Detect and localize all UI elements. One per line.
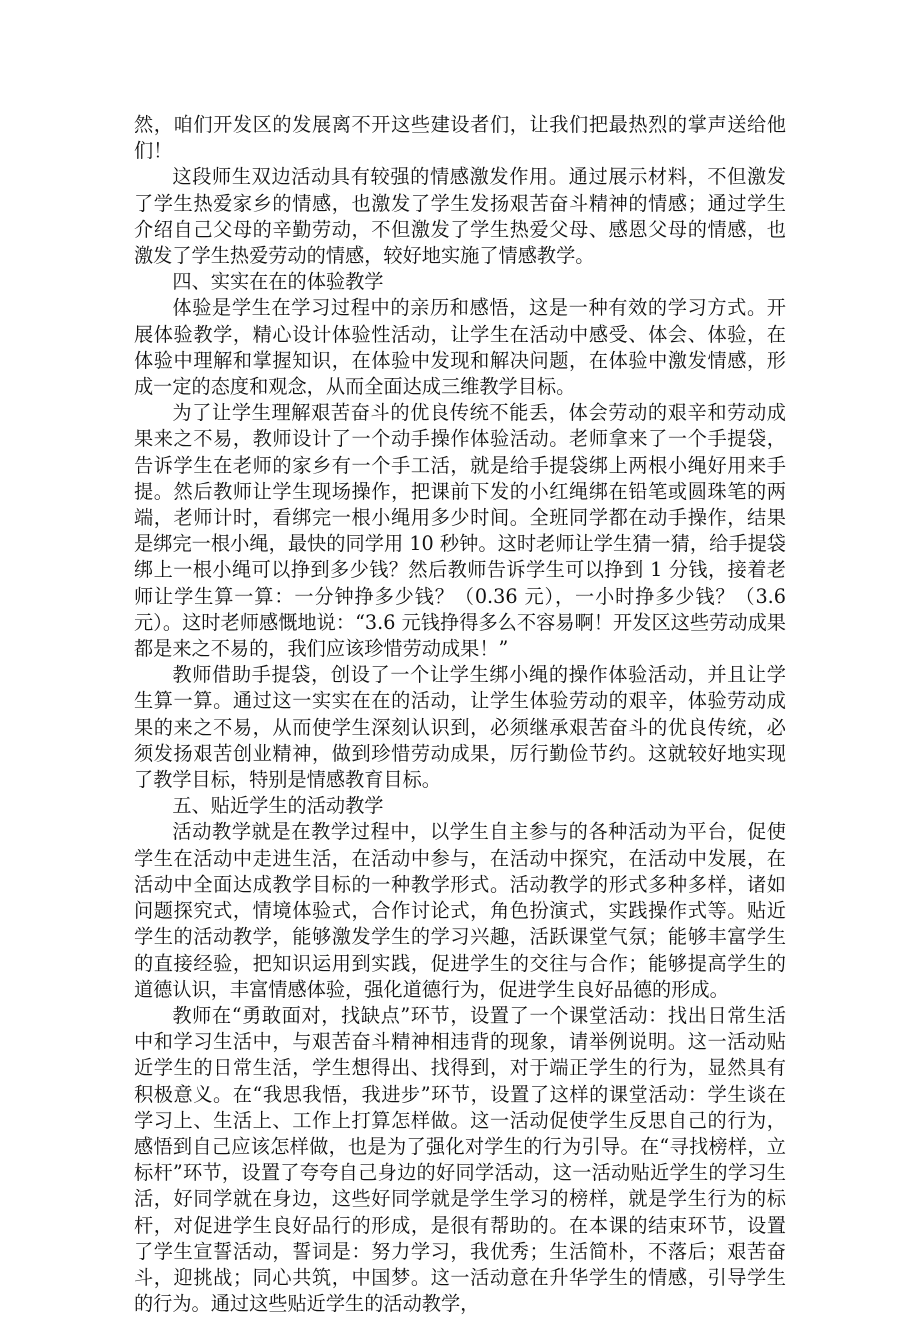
paragraph-continuation: 然，咱们开发区的发展离不开这些建设者们，让我们把最热烈的掌声送给他们！ bbox=[134, 113, 786, 163]
paragraph-emotion-analysis: 这段师生双边活动具有较强的情感激发作用。通过展示材料，不但激发了学生热爱家乡的情感，也激发了学生发扬艰苦奋斗精神的情感；通过学生介绍自己父母的辛勤劳动，不但激发了学生热爱父母、感恩父母的情感，也激发了学生热爱劳动的情感，较好地实施了情感教学。 bbox=[134, 165, 786, 268]
section-heading-experience-teaching: 四、实实在在的体验教学 bbox=[172, 270, 384, 294]
document-page bbox=[134, 112, 786, 1317]
paragraph-activity-definition: 活动教学就是在教学过程中，以学生自主参与的各种活动为平台，促使学生在活动中走进生活，在活动中参与，在活动中探究，在活动中发展，在活动中全面达成教学目标的一种教学形式。活动教学的形式多种多样，诸如问题探究式，情境体验式，合作讨论式，角色扮演式，实践操作式等。贴近学生的活动教学，能够激发学生的学习兴趣，活跃课堂气氛；能够丰富学生的直接经验，把知识运用到实践，促进学生的交往与合作；能够提高学生的道德认识，丰富情感体验，强化道德行为，促进学生良好品德的形成。 bbox=[134, 820, 786, 1001]
paragraph-handbag-analysis: 教师借助手提袋，创设了一个让学生绑小绳的操作体验活动，并且让学生算一算。通过这一实实在在的活动，让学生体验劳动的艰辛，体验劳动成果的来之不易，从而使学生深刻认识到，必须继承艰苦奋斗的优良传统，必须发扬艰苦创业精神，做到珍惜劳动成果，厉行勤俭节约。这就较好地实现了教学目标，特别是情感教育目标。 bbox=[134, 663, 786, 792]
paragraph-experience-definition: 体验是学生在学习过程中的亲历和感悟，这是一种有效的学习方式。开展体验教学，精心设计体验性活动，让学生在活动中感受、体会、体验，在体验中理解和掌握知识，在体验中发现和解决问题，在体验中激发情感，形成一定的态度和观念，从而全面达成三维教学目标。 bbox=[134, 296, 786, 399]
paragraph-handbag-activity: 为了让学生理解艰苦奋斗的优良传统不能丢，体会劳动的艰辛和劳动成果来之不易，教师设计了一个动手操作体验活动。老师拿来了一个手提袋，告诉学生在老师的家乡有一个手工活，就是给手提袋绑上两根小绳好用来手提。然后教师让学生现场操作，把课前下发的小红绳绑在铅笔或圆珠笔的两端，老师计时，看绑完一根小绳用多少时间。全班同学都在动手操作，结果是绑完一根小绳，最快的同学用 10 秒钟。这时老师让学生猜一猜，给手提袋绑上一根小绳可以挣到多少钱？然后教师告诉学生可以挣到 1 分钱，接着老师让学生算一算：一分钟挣多少钱？（0.36 元），一小时挣多少钱？（3.6 元）。这时老师感慨地说：“3.6 元钱挣得多么不容易啊！开发区这些劳动成果都是来之不易的，我们应该珍惜劳动成果！” bbox=[134, 401, 786, 661]
section-heading-activity-teaching: 五、贴近学生的活动教学 bbox=[172, 794, 384, 818]
paragraph-activity-examples: 教师在“勇敢面对，找缺点”环节，设置了一个课堂活动：找出日常生活中和学习生活中，与艰苦奋斗精神相违背的现象，请举例说明。这一活动贴近学生的日常生活，学生想得出、找得到，对于端正学生的行为，显然具有积极意义。在“我思我悟，我进步”环节，设置了这样的课堂活动：学生谈在学习上、生活上、工作上打算怎样做。这一活动促使学生反思自己的行为，感悟到自己应该怎样做，也是为了强化对学生的行为引导。在“寻找榜样，立标杆”环节，设置了夸夸自己身边的好同学活动，这一活动贴近学生的学习生活，好同学就在身边，这些好同学就是学生学习的榜样，就是学生行为的标杆，对促进学生良好品行的形成，是很有帮助的。在本课的结束环节，设置了学生宣誓活动，誓词是：努力学习，我优秀；生活简朴，不落后；艰苦奋斗，迎挑战；同心共筑，中国梦。这一活动意在升华学生的情感，引导学生的行为。通过这些贴近学生的活动教学， bbox=[134, 1003, 786, 1316]
